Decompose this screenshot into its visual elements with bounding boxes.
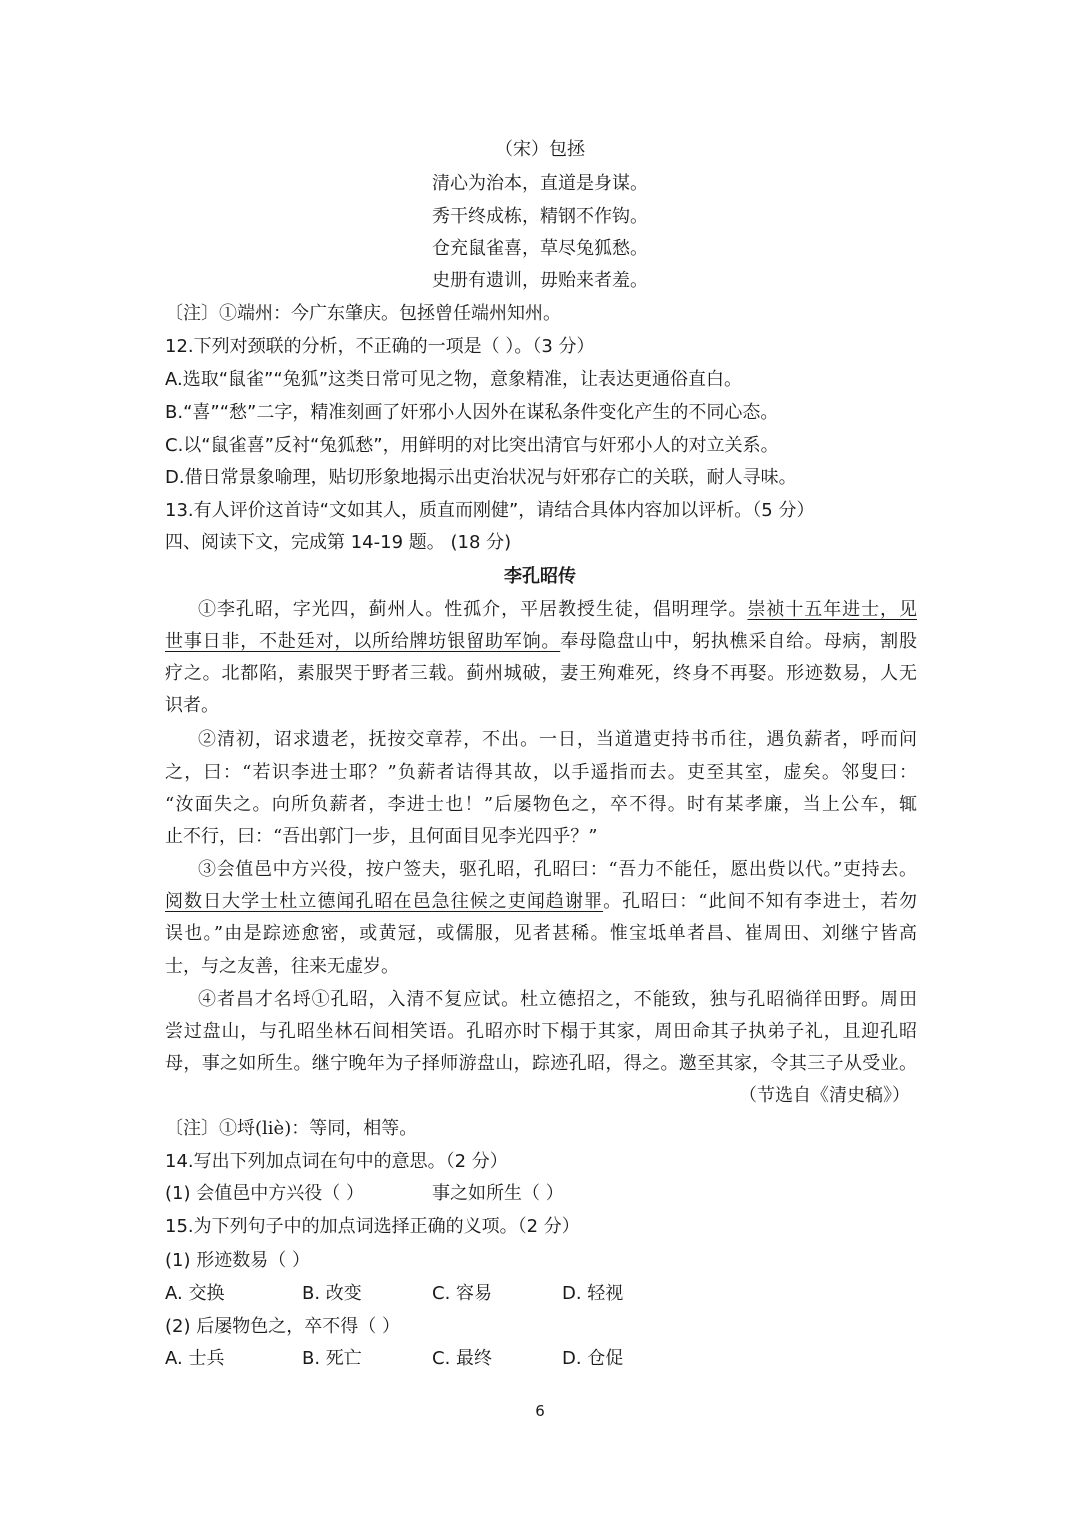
- q12-stem: 12.下列对颈联的分析，不正确的一项是（ ）。（3 分）: [165, 336, 595, 357]
- p1-line-3: 疗之。北都陷，素服哭于野者三载。蓟州城破，妻王殉难死，终身不再娶。形迹数易，人无: [165, 663, 917, 684]
- poem-note: 〔注〕①端州：今广东肇庆。包拯曾任端州知州。: [165, 303, 561, 324]
- p3-line-2: [165, 889, 917, 915]
- p2-line-4: 止不行，曰：“吾出郭门一步，且何面目见李光四乎？”: [165, 826, 598, 847]
- p4-line-3: 母，事之如所生。继宁晚年为子择师游盘山，踪迹孔昭，得之。邀至其家，令其三子从受业。: [165, 1053, 917, 1074]
- q15-stem: 15.为下列句子中的加点词选择正确的义项。（2 分）: [165, 1216, 580, 1237]
- p2-line-1: ②清初，诏求遗老，抚按交章荐，不出。一日，当道遣吏持书币往，遇负薪者，呼而问: [198, 729, 917, 750]
- section-4-heading: 四、阅读下文，完成第 14-19 题。 (18 分): [165, 532, 512, 553]
- q15-sub-1: (1) 形迹数易（ ）: [165, 1250, 310, 1271]
- q13-stem: 13.有人评价这首诗“文如其人，质直而刚健”，请结合具体内容加以评析。（5 分）: [165, 500, 815, 521]
- q12-option-a: A.选取“鼠雀”“兔狐”这类日常可见之物，意象精准，让表达更通俗直白。: [165, 369, 743, 390]
- p1-underlined-1: 崇祯十五年进士，见: [747, 599, 918, 620]
- poem-author: （宋）包拯: [495, 139, 585, 160]
- q15-sub2-option-a: A. 士兵: [165, 1348, 225, 1369]
- q15-sub2-option-b: B. 死亡: [302, 1348, 362, 1369]
- poem-line-2: 秀干终成栋，精钢不作钩。: [432, 206, 648, 227]
- q15-sub2-option-d: D. 仓促: [562, 1348, 624, 1369]
- p4-line-2: 尝过盘山，与孔昭坐林石间相笑语。孔昭亦时下榻于其家，周田命其子执弟子礼，且迎孔昭: [165, 1021, 917, 1042]
- poem-line-1: 清心为治本，直道是身谋。: [432, 173, 648, 194]
- q12-option-c: C.以“鼠雀喜”反衬“兔狐愁”，用鲜明的对比突出清官与奸邪小人的对立关系。: [165, 435, 779, 456]
- q15-sub2-option-c: C. 最终: [432, 1348, 493, 1369]
- q15-sub1-option-a: A. 交换: [165, 1283, 225, 1304]
- p4-line-1: ④者昌才名埒①孔昭，入清不复应试。杜立德招之，不能致，独与孔昭徜徉田野。周田: [198, 989, 917, 1010]
- poem-line-4: 史册有遗训，毋贻来者羞。: [432, 270, 648, 291]
- q15-sub1-option-c: C. 容易: [432, 1283, 493, 1304]
- q12-option-d: D.借日常景象喻理，贴切形象地揭示出吏治状况与奸邪存亡的关联，耐人寻味。: [165, 467, 797, 488]
- p1-line-1: [198, 597, 917, 623]
- q15-sub-2: (2) 后屡物色之，卒不得（ ）: [165, 1316, 400, 1337]
- q15-sub1-option-d: D. 轻视: [562, 1283, 624, 1304]
- p1-underlined-2: 世事日非，不赴廷对，以所给牌坊银留助军饷。: [165, 631, 561, 652]
- poem-line-3: 仓充鼠雀喜，草尽兔狐愁。: [432, 238, 648, 259]
- p3-underlined-sentence: 阅数日大学士杜立德闻孔昭在邑急往候之吏闻趋谢罪: [165, 891, 604, 912]
- q14-item-2: 事之如所生（ ）: [432, 1183, 564, 1204]
- p3-line-1: ③会值邑中方兴役，按户签夫，驱孔昭，孔昭曰：“吾力不能任，愿出赀以代。”吏持去。: [198, 859, 917, 880]
- p2-line-3: “汝面失之。向所负薪者，李进士也！”后屡物色之，卒不得。时有某孝廉，当上公车，辄: [165, 794, 917, 815]
- p1-line-2: [165, 629, 917, 655]
- q14-stem: 14.写出下列加点词在句中的意思。（2 分）: [165, 1151, 508, 1172]
- article-source: （节选自《清史稿》）: [739, 1085, 910, 1106]
- p1-line-4: 识者。: [165, 695, 219, 716]
- p3-line-2-text: 。孔昭曰：“此间不知有李进士，若勿: [603, 891, 918, 912]
- q15-sub1-option-b: B. 改变: [302, 1283, 362, 1304]
- article-note: 〔注〕①埒(liè)：等同，相等。: [165, 1118, 418, 1139]
- q12-option-b: B.“喜”“愁”二字，精准刻画了奸邪小人因外在谋私条件变化产生的不同心态。: [165, 402, 779, 423]
- article-title: 李孔昭传: [504, 566, 576, 587]
- p2-line-2: 之，曰：“若识李进士耶？”负薪者诘得其故，以手遥指而去。吏至其室，虚矣。邻叟曰：: [165, 762, 917, 783]
- page-number: 6: [535, 1402, 545, 1420]
- p3-line-4: 士，与之友善，往来无虚岁。: [165, 956, 399, 977]
- p1-line-1-text: ①李孔昭，字光四，蓟州人。性孤介，平居教授生徒，倡明理学。: [198, 599, 748, 620]
- p1-line-2-text: 奉母隐盘山中，躬执樵采自给。母病，割股: [560, 631, 918, 652]
- q14-item-1: (1) 会值邑中方兴役（ ）: [165, 1183, 364, 1204]
- p3-line-3: 误也。”由是踪迹愈密，或黄冠，或儒服，见者甚稀。惟宝坻单者昌、崔周田、刘继宁皆高: [165, 923, 917, 944]
